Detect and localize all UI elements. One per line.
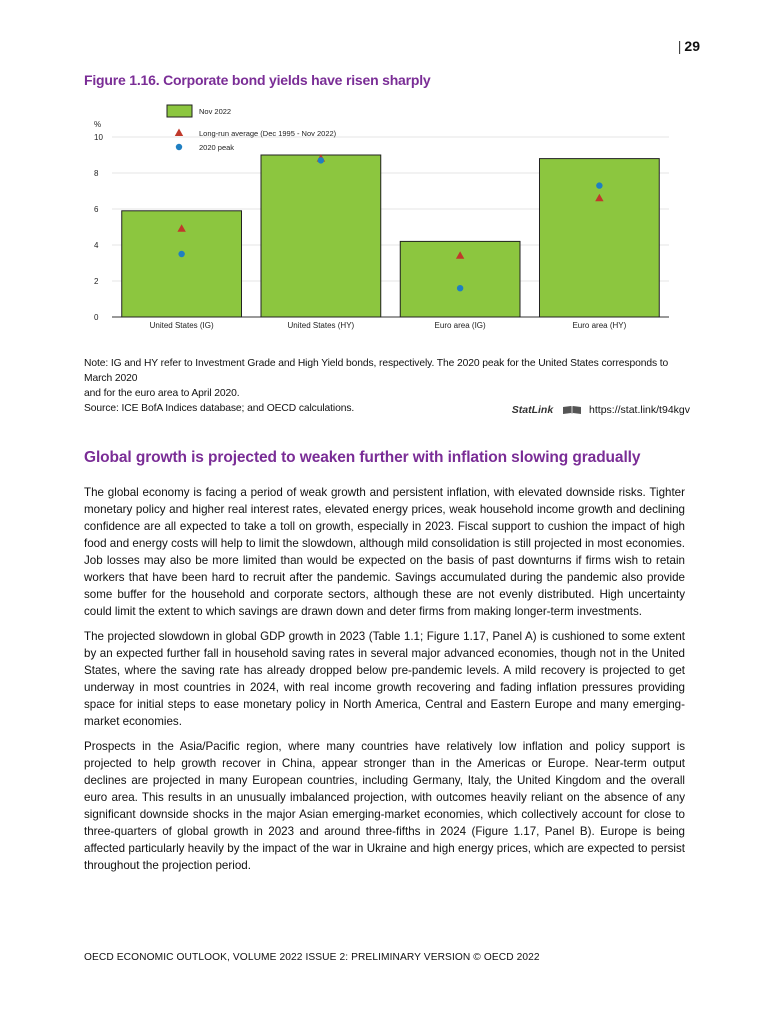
bar: [539, 159, 659, 317]
peak-2020-marker: [178, 251, 184, 257]
legend-label: Nov 2022: [199, 107, 232, 116]
peak-2020-marker: [318, 157, 324, 163]
section-heading: Global growth is projected to weaken further with inflation slowing gradually: [84, 449, 641, 466]
legend-label: Long-run average (Dec 1995 - Nov 2022): [199, 129, 337, 138]
body-text: [84, 484, 685, 882]
legend-swatch-circle: [176, 144, 182, 150]
legend-swatch-bar: [167, 105, 192, 117]
y-tick-label: 2: [94, 277, 99, 286]
peak-2020-marker: [457, 285, 463, 291]
x-tick-label: Euro area (IG): [434, 321, 486, 330]
paragraph: The global economy is facing a period of weak growth and persistent inflation, with elevated downside risks. Tighter monetary policy and higher real interest rates, elevated energy prices, weak household income growth and declining confidence are all expected to take a toll on growth, especially in 2023. Fiscal support to cushion the impact of high food and energy costs will help to limit the slowdown, although mild consolidation is still projected in most economies. Job losses may also be more limited than would be expected on the basis of past downturns if firms wish to retain workers that have been hard to recruit after the pandemic. Savings accumulated during the pandemic also provide some buffer for the household and corporate sectors, although these are not evenly distributed. High uncertainty could limit the extent to which savings are drawn down and deter firms from making longer-term investments.: [84, 486, 685, 618]
note-line: and for the euro area to April 2020.: [84, 388, 240, 399]
note-line: Note: IG and HY refer to Investment Grade and High Yield bonds, respectively. The 2020 peak for the United States corresponds to March 2020: [84, 358, 669, 384]
source-line: Source: ICE BofA Indices database; and OECD calculations.: [84, 403, 355, 414]
x-tick-label: Euro area (HY): [572, 321, 627, 330]
y-tick-label: 6: [94, 205, 99, 214]
paragraph: Prospects in the Asia/Pacific region, where many countries have relatively low inflation and policy support is projected to help growth recover in China, appear stronger than in the Americas or Europe. Near-term output declines are projected in many European countries, including Germany, Italy, the United Kingdom and the overall euro area. This results in an unusually imbalanced projection, with outcomes heavily reliant on the absence of any significant downside shocks in the major Asian emerging-market economies, which collectively account for close to three-quarters of global growth in 2023 and around three-fifths in 2024 (Figure 1.17, Panel B). Europe is being affected particularly heavily by the impact of the war in Ukraine and high energy prices, which are expected to persist throughout the projection period.: [84, 740, 685, 872]
y-axis-label: %: [94, 120, 102, 129]
x-tick-label: United States (HY): [287, 321, 355, 330]
legend-label: 2020 peak: [199, 143, 235, 152]
y-tick-label: 10: [94, 133, 103, 142]
bar-chart: [84, 100, 684, 335]
bar: [261, 155, 381, 317]
x-tick-label: United States (IG): [149, 321, 214, 330]
chart-svg: [84, 100, 684, 335]
paragraph: The projected slowdown in global GDP growth in 2023 (Table 1.1; Figure 1.17, Panel A) is cushioned to some extent by an expected further fall in household saving rates in several major advanced economies, though not in the United States, where the saving rate has already dropped below pre-pandemic levels. A mild recovery is projected to get underway in most countries in 2024, with real income growth recovering and fading inflation pressures providing space for initial steps to ease monetary policy in North America, Central and Eastern Europe and many emerging-market economies.: [84, 630, 685, 728]
y-tick-label: 0: [94, 313, 99, 322]
page-number: | 29: [677, 38, 700, 54]
statlink-url[interactable]: https://stat.link/t94kgv: [589, 404, 690, 416]
peak-2020-marker: [596, 182, 602, 188]
page-number-value: 29: [684, 38, 700, 54]
y-tick-label: 8: [94, 169, 99, 178]
statlink-brand: StatLink: [511, 404, 554, 416]
statlink-book-icon: [562, 405, 582, 415]
y-tick-label: 4: [94, 241, 99, 250]
statlink: [490, 404, 690, 416]
legend-swatch-triangle: [175, 129, 183, 137]
page-footer: OECD ECONOMIC OUTLOOK, VOLUME 2022 ISSUE 2: PRELIMINARY VERSION © OECD 2022: [84, 952, 540, 963]
figure-title: Figure 1.16. Corporate bond yields have risen sharply: [84, 72, 431, 88]
